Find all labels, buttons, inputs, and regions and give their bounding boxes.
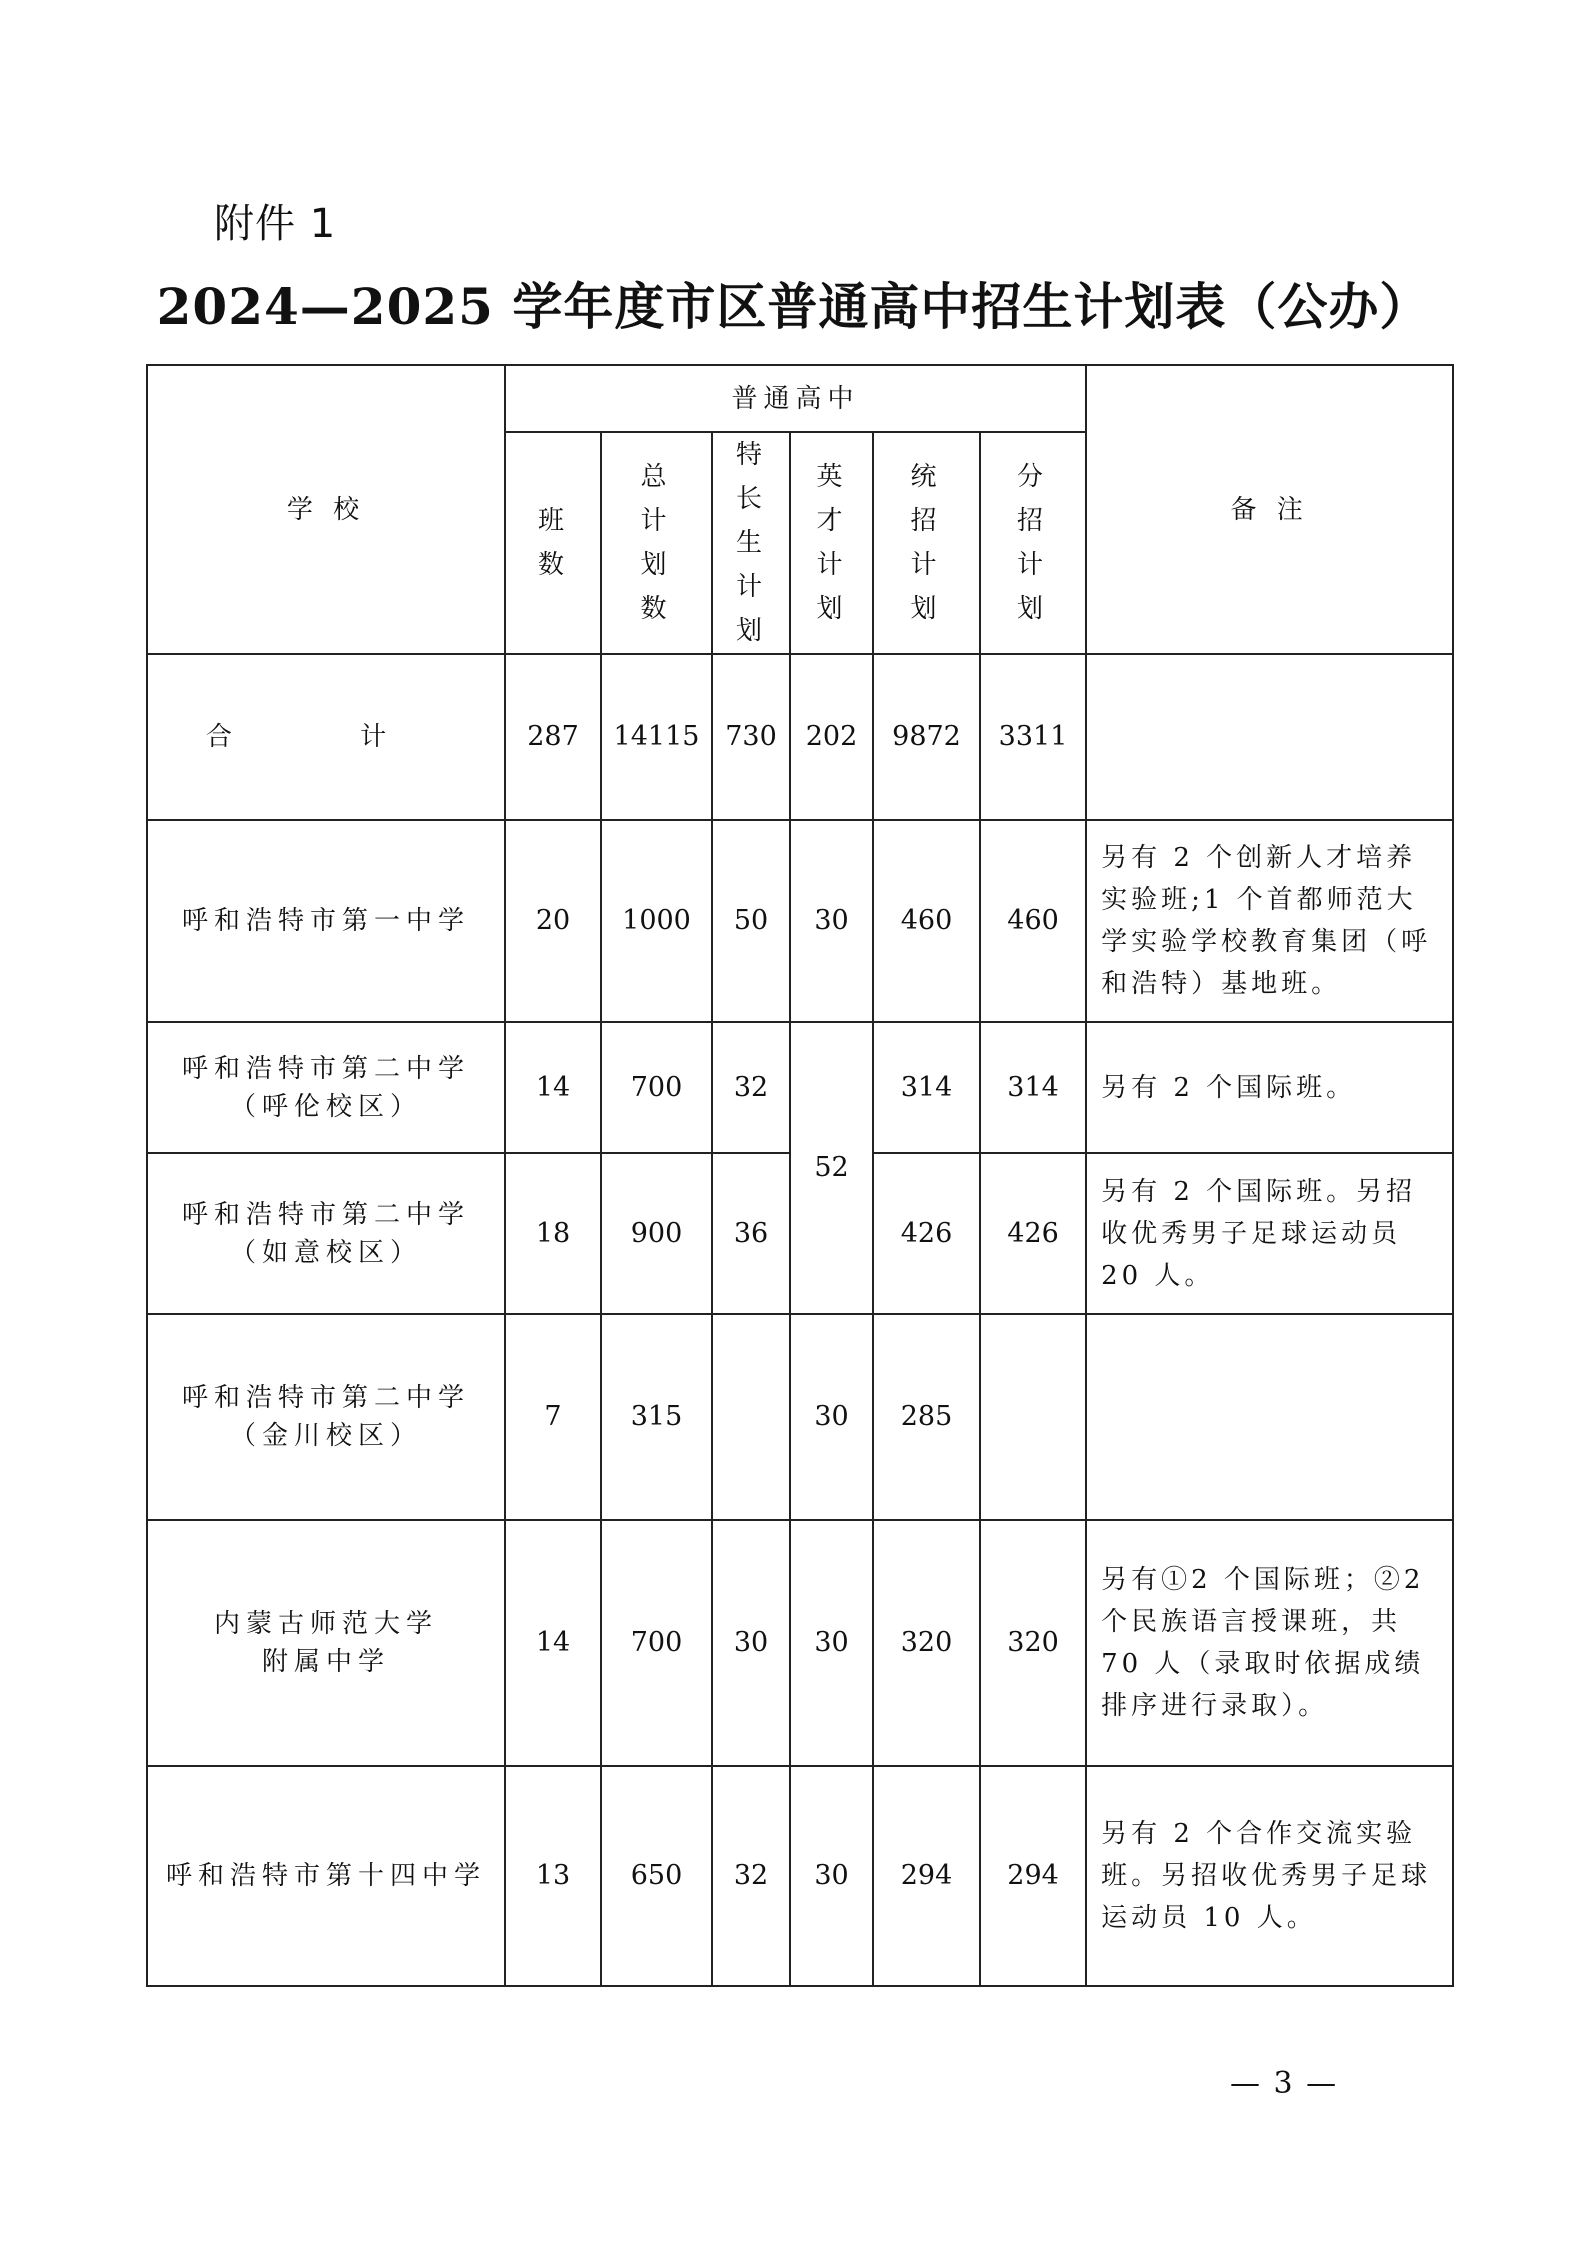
cell-allocated: 426 (980, 1153, 1086, 1314)
cell-talent: 30 (790, 1520, 873, 1766)
header-group: 普通高中 (505, 365, 1086, 432)
cell-special: 32 (712, 1766, 790, 1986)
cell-classes: 14 (505, 1022, 601, 1153)
header-total: 总计划数 (601, 432, 712, 654)
school-name-line: 内蒙古师范大学 (213, 1609, 438, 1639)
cell-total: 315 (601, 1314, 712, 1520)
school-name (147, 1153, 505, 1314)
cell-talent: 30 (790, 820, 873, 1022)
cell-talent-shared: 52 (790, 1022, 873, 1314)
cell-allocated: 460 (980, 820, 1086, 1022)
school-name-line: 呼和浩特市第二中学 (181, 1383, 470, 1413)
cell-allocated (980, 1314, 1086, 1520)
school-name-line: 呼和浩特市第二中学 (181, 1053, 470, 1084)
cell-classes: 7 (505, 1314, 601, 1520)
page-number: — 3 — (1230, 2066, 1339, 2101)
summary-classes: 287 (505, 654, 601, 820)
header-talent: 英才计划 (790, 432, 873, 654)
cell-remarks: 另有 2 个合作交流实验班。另招收优秀男子足球运动员 10 人。 (1086, 1766, 1453, 1986)
table-row (147, 1520, 1453, 1766)
cell-special: 50 (712, 820, 790, 1022)
school-name (147, 1520, 505, 1766)
cell-remarks: 另有①2 个国际班；②2 个民族语言授课班，共 70 人（录取时依据成绩排序进行录取）。 (1086, 1520, 1453, 1766)
cell-total: 650 (601, 1766, 712, 1986)
cell-allocated: 320 (980, 1520, 1086, 1766)
cell-special: 32 (712, 1022, 790, 1153)
cell-unified: 320 (873, 1520, 980, 1766)
cell-unified: 460 (873, 820, 980, 1022)
header-allocated: 分招计划 (980, 432, 1086, 654)
cell-unified: 426 (873, 1153, 980, 1314)
cell-remarks (1086, 1314, 1453, 1520)
cell-special: 36 (712, 1153, 790, 1314)
summary-row (147, 654, 1453, 820)
school-name (147, 1022, 505, 1153)
cell-talent: 30 (790, 1314, 873, 1520)
cell-classes: 18 (505, 1153, 601, 1314)
cell-special: 30 (712, 1520, 790, 1766)
cell-total: 1000 (601, 820, 712, 1022)
summary-total: 14115 (601, 654, 712, 820)
school-name (147, 1314, 505, 1520)
school-campus-line: （如意校区） (229, 1237, 422, 1268)
school-campus-line: （金川校区） (229, 1421, 422, 1451)
cell-unified: 294 (873, 1766, 980, 1986)
document-title: 2024—2025 学年度市区普通高中招生计划表（公办） (156, 277, 1431, 336)
school-name: 呼和浩特市第十四中学 (147, 1766, 505, 1986)
cell-total: 900 (601, 1153, 712, 1314)
school-name-line: 呼和浩特市第二中学 (181, 1199, 470, 1230)
cell-classes: 13 (505, 1766, 601, 1986)
table-row (147, 1766, 1453, 1986)
cell-classes: 14 (505, 1520, 601, 1766)
header-unified: 统招计划 (873, 432, 980, 654)
cell-special (712, 1314, 790, 1520)
school-name: 呼和浩特市第一中学 (147, 820, 505, 1022)
table-row (147, 1314, 1453, 1520)
summary-remarks (1086, 654, 1453, 820)
cell-total: 700 (601, 1022, 712, 1153)
cell-classes: 20 (505, 820, 601, 1022)
cell-remarks: 另有 2 个国际班。 (1086, 1022, 1453, 1153)
cell-total: 700 (601, 1520, 712, 1766)
enrollment-plan-table (146, 364, 1454, 1987)
header-row-1 (147, 365, 1453, 432)
cell-talent: 30 (790, 1766, 873, 1986)
cell-allocated: 294 (980, 1766, 1086, 1986)
table-row (147, 1022, 1453, 1153)
cell-allocated: 314 (980, 1022, 1086, 1153)
header-special: 特长生计划 (712, 432, 790, 654)
header-school: 学 校 (147, 365, 505, 654)
header-remarks: 备 注 (1086, 365, 1453, 654)
cell-unified: 285 (873, 1314, 980, 1520)
school-campus-line: （呼伦校区） (229, 1091, 422, 1122)
summary-talent: 202 (790, 654, 873, 820)
summary-special: 730 (712, 654, 790, 820)
summary-allocated: 3311 (980, 654, 1086, 820)
attachment-label: 附件 1 (214, 201, 337, 247)
school-campus-line: 附属中学 (261, 1647, 390, 1677)
cell-unified: 314 (873, 1022, 980, 1153)
header-classes: 班数 (505, 432, 601, 654)
summary-label: 合 计 (147, 654, 505, 820)
cell-remarks: 另有 2 个创新人才培养实验班;1 个首都师范大学实验学校教育集团（呼和浩特）基地班。 (1086, 820, 1453, 1022)
cell-remarks: 另有 2 个国际班。另招收优秀男子足球运动员 20 人。 (1086, 1153, 1453, 1314)
summary-unified: 9872 (873, 654, 980, 820)
table-row (147, 820, 1453, 1022)
